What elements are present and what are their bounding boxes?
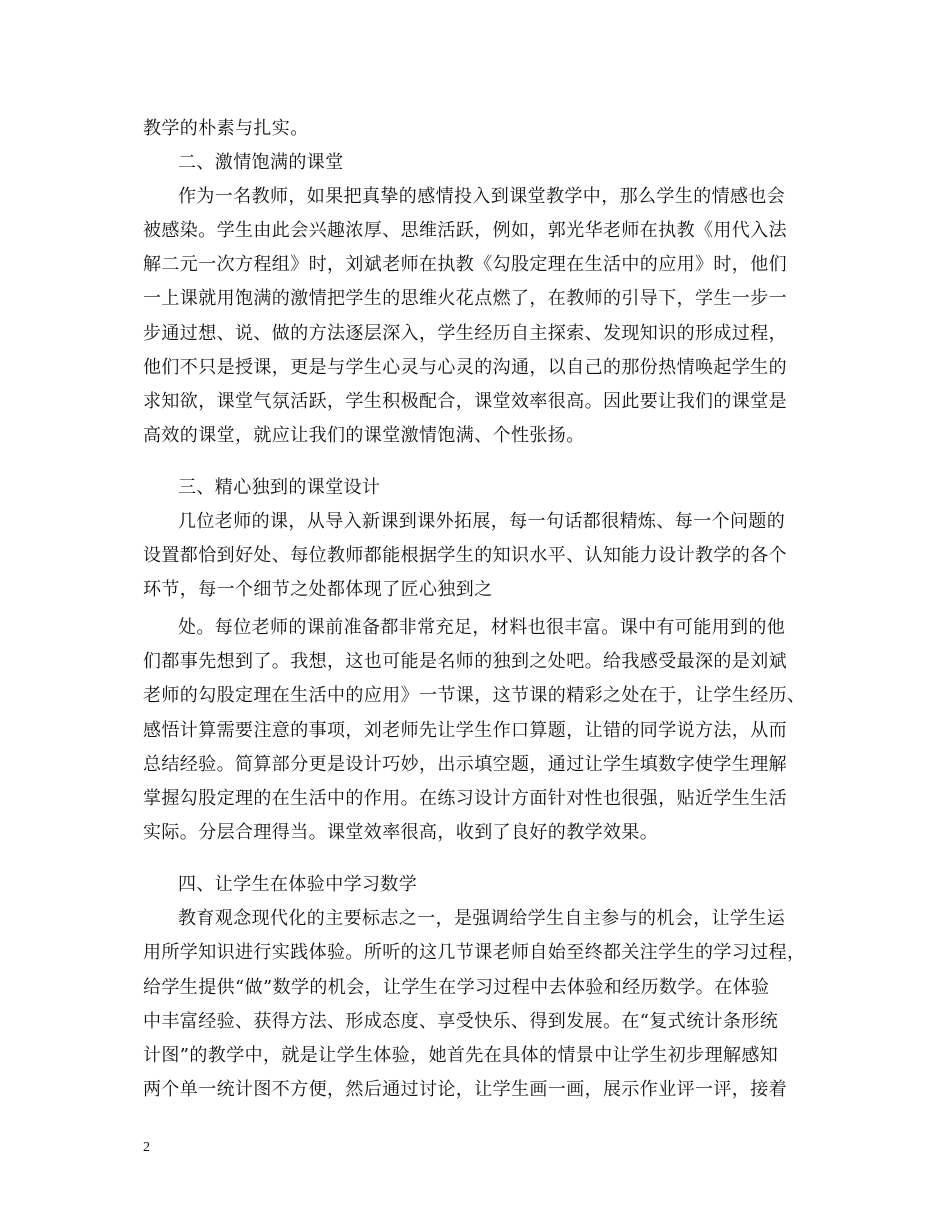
text-line: 解二元一次方程组》时，刘斌老师在执教《勾股定理在生活中的应用》时，他们	[143, 254, 787, 275]
text-line: 实际。分层合理得当。课堂效率很高，收到了良好的教学效果。	[143, 822, 659, 843]
text-line: 处。每位老师的课前准备都非常充足，材料也很丰富。课中有可能用到的他	[178, 617, 786, 638]
text-line: 感悟计算需要注意的事项，刘老师先让学生作口算题，让错的同学说方法，从而	[143, 720, 787, 741]
section-heading: 二、激情饱满的课堂	[178, 152, 344, 173]
text-line: 老师的勾股定理在生活中的应用》一节课，这节课的精彩之处在于，让学生经历、	[143, 685, 806, 706]
text-line: 总结经验。简算部分更是设计巧妙，出示填空题，通过让学生填数字使学生理解	[143, 754, 787, 775]
text-line: 作为一名教师，如果把真挚的感情投入到课堂教学中，那么学生的情感也会	[178, 186, 786, 207]
text-line: 几位老师的课，从导入新课到课外拓展，每一句话都很精炼、每一个问题的	[178, 511, 786, 532]
text-line: 计图”的教学中，就是让学生体验，她首先在具体的情景中让学生初步理解感知	[143, 1045, 779, 1066]
text-line: 步通过想、说、做的方法逐层深入，学生经历自主探索、发现知识的形成过程，	[143, 323, 787, 344]
page-number: 2	[143, 1140, 150, 1155]
text-line: 们都事先想到了。我想，这也可能是名师的独到之处吧。给我感受最深的是刘斌	[143, 651, 787, 672]
section-heading: 三、精心独到的课堂设计	[178, 477, 381, 498]
text-line: 用所学知识进行实践体验。所听的这几节课老师自始至终都关注学生的学习过程，	[143, 942, 806, 963]
text-line: 两个单一统计图不方便，然后通过讨论，让学生画一画，展示作业评一评，接着	[143, 1079, 787, 1100]
text-line: 教学的朴素与扎实。	[143, 118, 309, 139]
text-line: 一上课就用饱满的激情把学生的思维火花点燃了，在教师的引导下，学生一步一	[143, 288, 787, 309]
text-line: 环节，每一个细节之处都体现了匠心独到之	[143, 579, 493, 600]
text-line: 设置都恰到好处、每位教师都能根据学生的知识水平、认知能力设计教学的各个	[143, 545, 787, 566]
text-line: 他们不只是授课，更是与学生心灵与心灵的沟通，以自己的那份热情唤起学生的	[143, 357, 787, 378]
text-line: 中丰富经验、获得方法、形成态度、享受快乐、得到发展。在“复式统计条形统	[143, 1011, 779, 1032]
text-line: 高效的课堂，就应让我们的课堂激情饱满、个性张扬。	[143, 425, 585, 446]
text-line: 求知欲，课堂气氛活跃，学生积极配合，课堂效率很高。因此要让我们的课堂是	[143, 391, 787, 412]
text-line: 给学生提供“做”数学的机会，让学生在学习过程中去体验和经历数学。在体验	[143, 977, 770, 998]
section-heading: 四、让学生在体验中学习数学	[178, 874, 418, 895]
text-line: 掌握勾股定理的在生活中的作用。在练习设计方面针对性也很强，贴近学生生活	[143, 788, 787, 809]
text-line: 被感染。学生由此会兴趣浓厚、思维活跃，例如，郭光华老师在执教《用代入法	[143, 220, 787, 241]
text-line: 教育观念现代化的主要标志之一，是强调给学生自主参与的机会，让学生运	[178, 908, 786, 929]
